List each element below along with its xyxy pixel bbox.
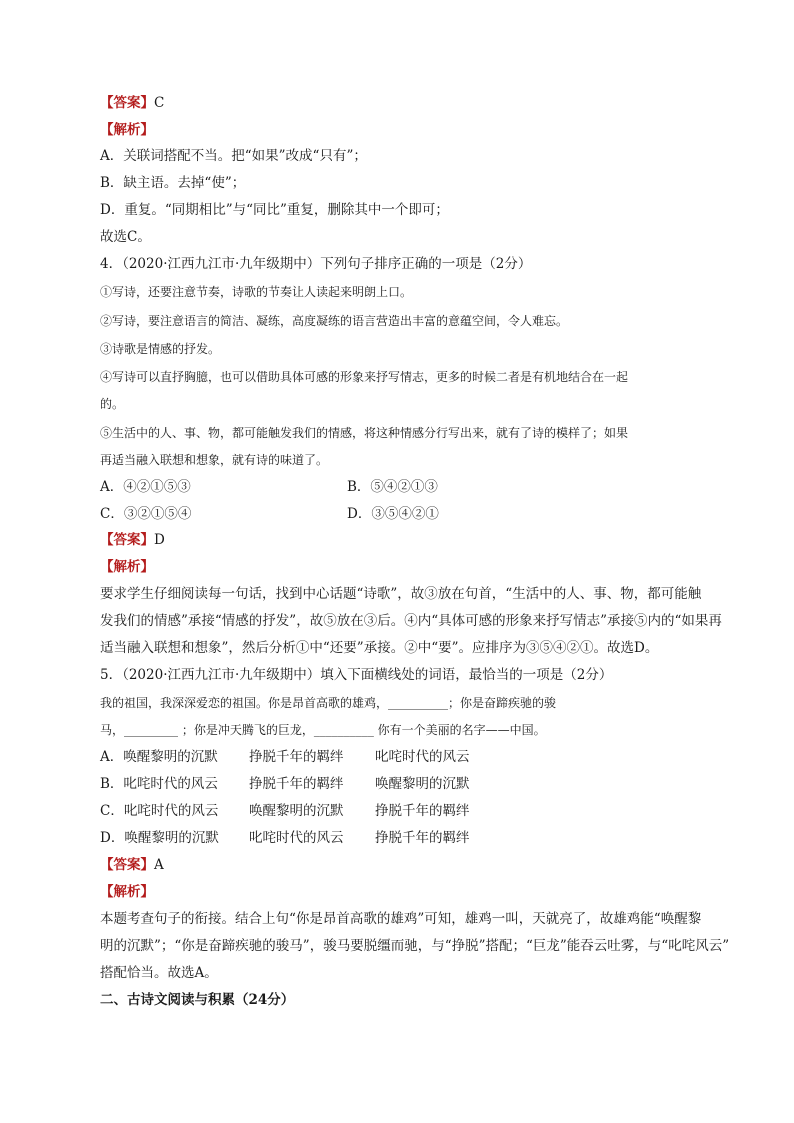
q4-option-c: C．③②①⑤④ bbox=[100, 506, 192, 522]
q5-answer bbox=[100, 855, 164, 875]
answer-tag: 【答案】 bbox=[100, 95, 154, 111]
q4-option-b: B．⑤④②①③ bbox=[347, 479, 438, 495]
q4-analysis-tag bbox=[100, 557, 154, 577]
q5-option-a-3: 叱咤时代的风云 bbox=[375, 749, 470, 765]
q3-analysis-line: B．缺主语。去掉“使”； bbox=[100, 175, 246, 191]
answer-value: A bbox=[154, 857, 164, 873]
q3-analysis-line: D．重复。“同期相比”与“同比”重复，删除其中一个即可； bbox=[100, 202, 449, 218]
answer-tag: 【答案】 bbox=[100, 532, 154, 548]
q5-option-c-2: 唤醒黎明的沉默 bbox=[249, 803, 344, 819]
section-title: 二、古诗文阅读与积累（24分） bbox=[100, 992, 295, 1008]
q3-analysis-line: A．关联词搭配不当。把“如果”改成“只有”； bbox=[100, 148, 367, 164]
q4-stem: 4．（2020·江西九江市·九年级期中）下列句子排序正确的一项是（2分） bbox=[100, 256, 532, 272]
q5-option-a bbox=[100, 747, 218, 767]
analysis-tag: 【解析】 bbox=[100, 559, 154, 575]
q5-analysis-line: 明的沉默”；“你是奋蹄疾驰的骏马”，骏马要脱缰而驰，与“挣脱”搭配；“巨龙”能吞云吐雾，与“叱咤风云” bbox=[100, 938, 730, 954]
q4-sentence-5-cont: 再适当融入联想和想象，就有诗的味道了。 bbox=[100, 453, 329, 467]
q5-option-d: D．唤醒黎明的沉默 bbox=[100, 830, 219, 846]
q4-sentence-4: ④写诗可以直抒胸臆，也可以借助具体可感的形象来抒写情志，更多的时候二者是有机地结合在一起 bbox=[100, 370, 629, 384]
q3-answer bbox=[100, 93, 164, 113]
q4-analysis-line: 适当融入联想和想象”，然后分析①中“还要”承接。②中“要”。应排序为③⑤④②①。故选D。 bbox=[100, 640, 659, 656]
q5-option-b: B．叱咤时代的风云 bbox=[100, 776, 218, 792]
q3-analysis-line: 故选C。 bbox=[100, 229, 151, 245]
option-part: A．唤醒黎明的沉默 bbox=[100, 749, 218, 765]
q4-sentence-1: ①写诗，还要注意节奏，诗歌的节奏让人读起来明朗上口。 bbox=[100, 285, 413, 299]
q4-analysis-line: 要求学生仔细阅读每一句话，找到中心话题“诗歌”，故③放在句首，“生活中的人、事、物，都可能触 bbox=[100, 586, 702, 602]
q3-analysis-tag bbox=[100, 120, 154, 140]
q4-sentence-4-cont: 的。 bbox=[100, 397, 125, 411]
analysis-tag: 【解析】 bbox=[100, 122, 154, 138]
q5-option-b-2: 挣脱千年的羁绊 bbox=[249, 776, 344, 792]
q5-option-b-3: 唤醒黎明的沉默 bbox=[375, 776, 470, 792]
answer-tag: 【答案】 bbox=[100, 857, 154, 873]
q5-stem: 5．（2020·江西九江市·九年级期中）填入下面横线处的词语，最恰当的一项是（2分） bbox=[100, 667, 613, 683]
q5-analysis-line: 本题考查句子的衔接。结合上句“你是昂首高歌的雄鸡”可知，雄鸡一叫，天就亮了，故雄鸡能“唤醒黎 bbox=[100, 911, 702, 927]
answer-value: D bbox=[154, 532, 165, 548]
q4-sentence-5: ⑤生活中的人、事、物，都可能触发我们的情感，将这种情感分行写出来，就有了诗的模样了；如果 bbox=[100, 426, 629, 440]
q5-option-c: C．叱咤时代的风云 bbox=[100, 803, 219, 819]
q5-option-d-3: 挣脱千年的羁绊 bbox=[375, 830, 470, 846]
q4-sentence-3: ③诗歌是情感的抒发。 bbox=[100, 342, 221, 356]
q5-passage-line: 我的祖国，我深深爱恋的祖国。你是昂首高歌的雄鸡，__________；你是奋蹄疾驰的骏 bbox=[100, 696, 557, 710]
q4-option-a: A．④②①⑤③ bbox=[100, 479, 191, 495]
q5-analysis-line: 搭配恰当。故选A。 bbox=[100, 965, 218, 981]
q5-option-a-2: 挣脱千年的羁绊 bbox=[249, 749, 344, 765]
q4-analysis-line: 发我们的情感”承接“情感的抒发”，故⑤放在③后。④内“具体可感的形象来抒写情志”承接⑤内的“如果再 bbox=[100, 613, 722, 629]
analysis-tag: 【解析】 bbox=[100, 884, 154, 900]
q4-option-d: D．③⑤④②① bbox=[347, 506, 439, 522]
q4-sentence-2: ②写诗，要注意语言的简洁、凝练，高度凝练的语言营造出丰富的意蕴空间，令人难忘。 bbox=[100, 314, 569, 328]
q4-answer bbox=[100, 530, 165, 550]
q5-option-d-2: 叱咤时代的风云 bbox=[249, 830, 344, 846]
q5-analysis-tag bbox=[100, 882, 154, 902]
q5-passage-line: 马，_________ ；你是冲天腾飞的巨龙，__________ 你有一个美丽的名字——中国。 bbox=[100, 723, 546, 737]
q5-option-c-3: 挣脱千年的羁绊 bbox=[375, 803, 470, 819]
answer-value: C bbox=[154, 95, 165, 111]
